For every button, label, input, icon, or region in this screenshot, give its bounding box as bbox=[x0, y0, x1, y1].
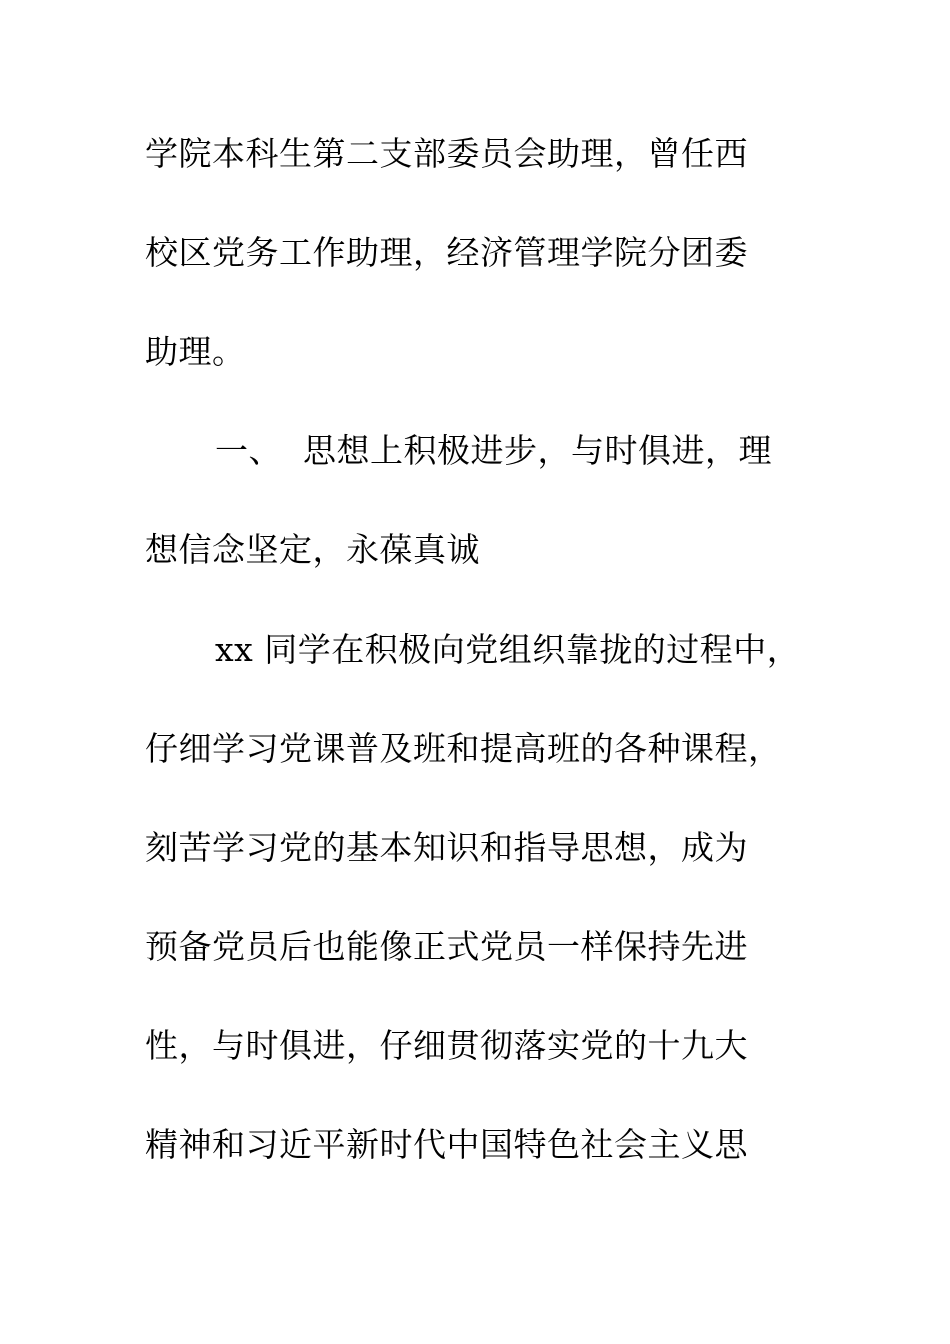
text-line-3: 助理。 bbox=[145, 332, 246, 371]
section-heading-text: 思想上积极进步，与时俱进，理 bbox=[303, 431, 772, 470]
text-line-6: xx 同学在积极向党组织靠拢的过程中， bbox=[215, 630, 801, 669]
text-line-2: 校区党务工作助理，经济管理学院分团委 bbox=[145, 233, 748, 272]
text-line-10: 性，与时俱进，仔细贯彻落实党的十九大 bbox=[145, 1026, 748, 1065]
text-line-8: 刻苦学习党的基本知识和指导思想，成为 bbox=[145, 828, 748, 867]
text-line-7: 仔细学习党课普及班和提高班的各种课程， bbox=[145, 729, 782, 768]
text-line-5: 想信念坚定，永葆真诚 bbox=[145, 530, 480, 569]
text-line-1: 学院本科生第二支部委员会助理，曾任西 bbox=[145, 134, 748, 173]
section-number: 一、 bbox=[215, 431, 282, 470]
text-line-9: 预备党员后也能像正式党员一样保持先进 bbox=[145, 927, 748, 966]
section-heading bbox=[215, 431, 772, 471]
text-line-11: 精神和习近平新时代中国特色社会主义思 bbox=[145, 1125, 748, 1164]
